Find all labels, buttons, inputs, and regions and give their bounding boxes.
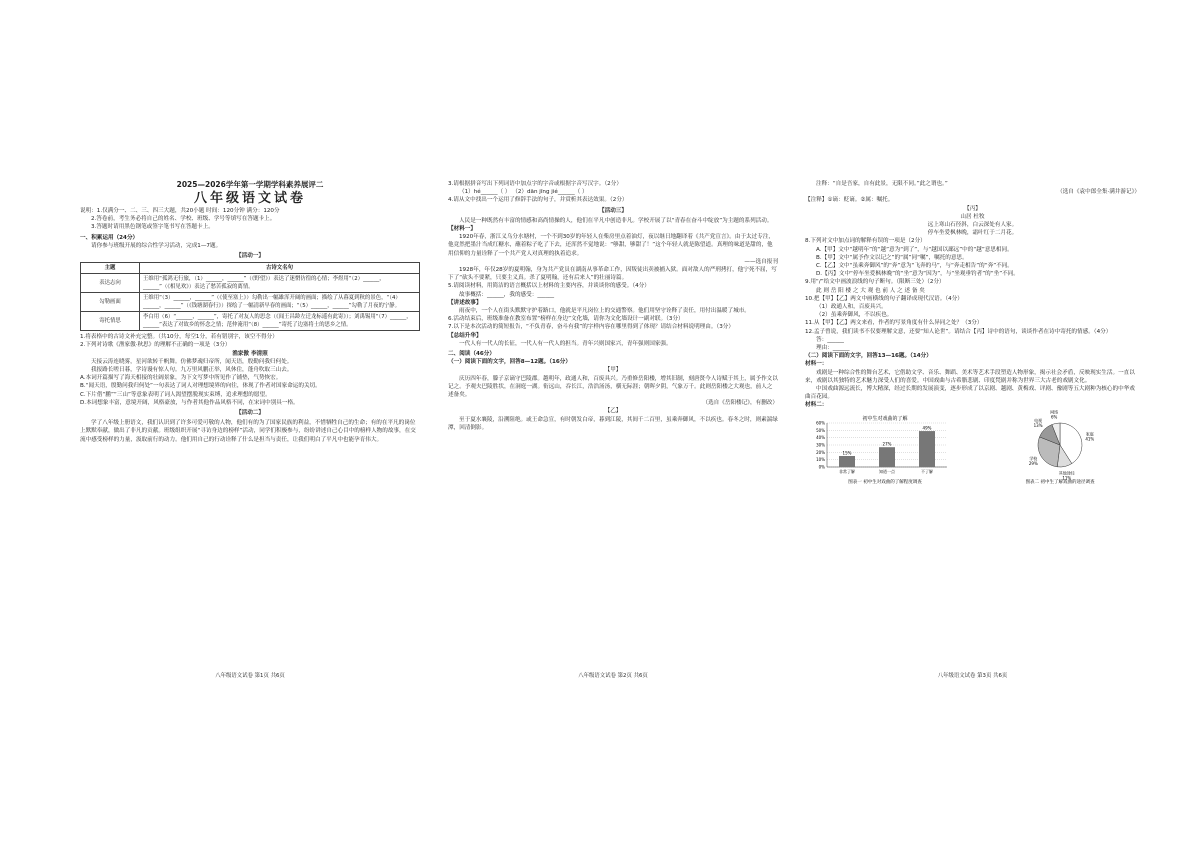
y-tick-label: 50% [816,427,825,433]
instruction-2: 2.答卷前，考生务必将自己的姓名、学校、班级、学号等填写在答题卡上。 [91,216,276,223]
page-column-1 [80,180,420,680]
question-10: 10.把【甲】【乙】两文中画横线的句子翻译成现代汉语。（4分） [805,295,963,302]
data-label: 15% [842,450,852,456]
passage-label: 【丙】 [964,205,981,212]
sentence-to-punctuate: 此 则 岳 阳 楼 之 大 观 也 前 人 之 述 备 矣 [816,287,925,294]
summary-text: 一代人有一代人的长征，一代人有一代人的担当。青年兴则国家兴，青年强则国家强。 [459,340,672,347]
translation-item: （1）政通人和，百废具兴。 [816,304,887,311]
passage-source: （选自《岳阳楼记》，有删改） [702,400,778,407]
section-title: 一、积累运用（24分） [80,234,139,241]
slice-value: 41% [1085,436,1095,442]
activity-title: 【活动二】 [236,410,264,417]
material-label: 材料二： [805,402,828,409]
x-tick-label: 非常了解 [839,468,855,474]
question-9: 9.用“/”给文中画波浪线的句子断句。（限断三处）（2分） [805,279,945,286]
poetry-table [80,262,420,331]
paper-title: 八年级语文试卷 [193,191,306,206]
material-text: 1920年春，浙江义乌分水塘村，一个不到30岁的年轻人在柴房里点着油灯，夜以继日地翻译着《共产党宣言》。由于太过专注，他竟然把墨汁当成红糖水，蘸着粽子吃了下去，还浑然不觉地说：“够甜，够甜了！”这个年轻人就是陈望道。真理的味道是甜的，他用信仰的力量诠释了一个共产党人对真理的执着追求。 [448,234,775,257]
reading-title: （一）阅读下面的文字，回答8—12题。（16分） [448,359,571,366]
x-tick-label: 不了解 [921,468,933,474]
table-cell-content: 李白用（6）“______，______”，寄托了对友人的思念（《闻王昌龄左迁龙标遥有此寄》）；刘禹锡用“（7）______，______”表达了对故乡的怀念之情；范仲淹用“（8）______”寄托了边塞将士的思乡之情。 [140,312,420,331]
question-2: 2.下列对诗歌《渔家傲·秋思》的理解不正确的一项是（3分） [80,342,231,349]
question-3-items: （1）hé______（ ） （2）dān jīng jié______（ ） [459,189,588,196]
table-cell-content: 王维用“（3）______，______”（《使至塞上》）勾勒出一幅雄浑开阔的画面；描绘了从暮夏到秋的景色，“（4）______，______”（《钱塘湖春行》）探绘了一幅清新早春的画面；“（5）______，______”勾勒了月夜的宁静。 [140,293,420,312]
pie-chart-svg [980,409,1140,485]
table-cell-content: 王维用“孤鸿无行旅，（1）______，______”（《野望》）表达了迷惘彷徨的心情；李煜用“（2）______，______”（《相见欢》）表达了愁苦孤寂的离情。 [140,274,420,293]
poem-line: 远上寒山石径斜，白云深处有人家。 [927,222,1018,229]
reading-passage: 学了八年级上册语文，我们认识到了许多可爱可敬的人物，他们有的为了国家民族的利益，不惜牺牲自己的生命；有的在平凡的岗位上默默奉献，做出了非凡的贡献。班级组织开展“寻访身边的榜样”活动，同学们积极参与，纷纷讲述自己心目中的榜样人物的故事，在交流中感受榜样的力量，汲取前行的动力。他们用自己的行动诠释了什么是担当与责任，让我们明白了平凡中也能孕育伟大。 [80,420,416,443]
question-4: 4.请从文中找出一个运用了修辞手法的句子，并赏析其表达效果。（2分） [448,197,628,204]
chart-title: 初中生对戏曲的了解 [862,415,908,422]
translation-item: （2）虽乘奔御风，不以疾也。 [816,312,893,319]
pie-chart [980,409,1140,488]
passage-text: 注释：“自是吾家，自有此景，无限不同。”此之谓也。” [816,181,948,187]
option-c: C.下片借“鹏”“三山”等意象表明了词人渴望摆脱现实束缚，追求理想的愿望。 [80,391,271,398]
answer-line: 理由：______ [816,345,850,352]
passage-label: 【乙】 [604,408,622,415]
section-intro: 请你参与班级开展的综合性学习活动，完成1—7题。 [91,242,222,249]
material-label: 材料一： [805,361,828,368]
exam-title: 2025—2026学年第一学期学科素养展评二 [176,180,324,189]
activity-title: 【活动一】 [236,253,264,260]
question-1: 1.将表格中的古诗文补充完整。（共10分，每空1分，若有错别字，该空不得分） [80,334,278,341]
charts-row [805,409,1140,488]
y-tick-label: 0% [818,464,825,470]
y-tick-label: 40% [816,434,825,440]
material-source: ——选自报刊 [744,258,778,265]
table-header-content: 古诗文名句 [140,263,420,274]
option-a: A.【甲】文中“越明年”的“越”意为“到了”，与“越国以鄙远”中的“越”意思相同。 [816,246,1013,253]
table-cell-theme: 勾勒画面 [81,293,140,312]
notes: 【注释】①谪：贬谪。②属：嘱托。 [805,197,894,204]
poem-title: 渔家傲 李清照 [232,350,268,357]
slice-label: 网络 [1050,409,1059,415]
slice-value: 11% [1062,474,1072,480]
activity-intro: 人民是一种既然有丰富的情感和高尚情操的人，他们在平凡中创造非凡。学校开展了以“青春在奋斗中绽放”为主题的系列活动。 [459,217,773,224]
question-11: 11.从【甲】【乙】两文来看，作者的写景角度有什么异同之处？（3分） [805,320,983,327]
chart-caption: 图表一 初中生对戏曲的了解程度调查 [848,479,922,485]
slice-value: 29% [1028,460,1038,466]
question-6: 6.活动结束后，班级准备在教室布置“榜样在身边”文化墙，请你为文化墙设计一副对联。（3分） [448,316,684,323]
question-8: 8.下列对文中加点词的解释有误的一项是（2分） [805,238,926,245]
question-5: 5.请阅读材料，用简洁的语言概括以上材料的主要内容，并谈谈你的感受。（4分） [448,283,650,290]
instruction-1: 说明：1.仅满分一、二、三、四三大题，共20小题 时间：120分钟 满分：120分 [80,208,280,214]
data-label: 49% [922,425,932,431]
slice-value: 6% [1051,414,1058,420]
y-tick-label: 30% [816,442,825,448]
table-row [81,274,420,293]
summary-label: 【总结升华】 [448,332,482,339]
material-label: 【材料一】 [448,226,476,233]
option-b: B.【甲】文中“属予作文以记之”的“属”同“嘱”，嘱托的意思。 [816,254,968,261]
chart-caption: 图表二 初中生了解戏曲的途径调查 [1025,479,1095,485]
poem-line: 天接云涛连晓雾，星河欲转千帆舞。仿佛梦魂归帝所，闻天语，殷勤问我归何处。 [91,358,293,365]
passage-text: 庆历四年春，滕子京谪守巴陵郡。越明年，政通人和，百废具兴。乃重修岳阳楼，增其旧制，刻唐贤今人诗赋于其上，属予作文以记之。予观夫巴陵胜状，在洞庭一湖。衔远山，吞长江，浩浩汤汤，横无际涯；朝晖夕阴，气象万千。此则岳阳楼之大观也，前人之述备矣。 [448,375,778,399]
option-d: D.本词想象丰富，意境开阔，风格豪放，与作者其他作品风格不同，在宋词中别具一格。 [80,399,299,406]
y-tick-label: 20% [816,449,825,455]
material-text: 1928年，年仅28岁的夏明翰，身为共产党员在湖南从事革命工作，因叛徒出卖被捕入狱。面对敌人的严刑拷打，他宁死不屈，写下了“砍头不要紧，只要主义真。杀了夏明翰，还有后来人”的壮丽诗篇。 [448,267,777,282]
y-tick-label: 60% [816,420,825,426]
table-row [81,293,420,312]
material-text: 雨夜中，一个人在街头默默守护着路口，他就是平凡岗位上的交通警察。他们用坚守诠释了责任，用付出温暖了城市。 [459,308,750,315]
x-tick-label: 知道一点 [879,468,895,474]
slice-label: 电视 [1034,417,1043,423]
activity-title: 【活动三】 [599,207,627,214]
table-row [81,312,420,331]
passage-text: 至于夏水襄陵，沿溯阻绝。或王命急宣，有时朝发白帝，暮到江陵，其间千二百里，虽乘奔御风，不以疾也。春冬之时，则素湍绿潭，回清倒影。 [448,416,778,431]
table-cell-theme: 表达志向 [81,274,140,293]
slice-label: 学校 [1029,455,1038,461]
page-column-3 [805,180,1140,680]
bar [919,431,935,467]
question-5-blanks: 故事概括：______，我的感受：______ [459,291,555,298]
page-footer: 八年级语文试卷 第1页 共6页 [215,672,285,679]
option-a: A.本词开篇描写了海天相接的壮阔景象，为下文写梦中所见作了铺垫，气势恢宏。 [80,375,282,382]
question-7: 7.以下是本次活动的简短报告，“不负青春，奋斗有我”的字样内容在哪里得到了体现？请结合材料说明理由。（3分） [448,324,734,331]
y-tick-label: 10% [816,456,825,462]
poem-line: 我报路长嗟日暮，学诗谩有惊人句。九万里风鹏正举，风休住，蓬舟吹取三山去。 [91,367,293,374]
question-3: 3.请根据拼音写出下列词语中加点字的字音或根据字音写汉字。（2分） [448,181,622,187]
material-text: 中国戏曲源远流长，博大精深，经过长期的发展演变，逐步形成了以京剧、越剧、黄梅戏、评剧、豫剧等五大剧种为核心的中华戏曲百花园。 [805,386,1135,401]
option-b: B.“闻天语，殷勤问我归何处”一句表达了词人对理想境界的向往，体现了作者对国家命运的关切。 [80,383,321,390]
answer-line: 答：______ [816,336,844,343]
option-d: D.【丙】文中“停车坐爱枫林晚”的“坐”意为“因为”，与“坐观垂钓者”的“坐”不同。 [816,271,1019,278]
passage-source: （选自《袁中郎全集·满井游记》） [1057,189,1140,196]
page-column-2 [448,180,778,680]
poem-line: 停车坐爱枫林晚，霜叶红于二月花。 [927,230,1018,237]
bar-chart [805,413,965,488]
slice-label: 其他途径 [1058,469,1075,475]
table-header-theme: 主题 [81,263,140,274]
option-c: C.【乙】文中“虽乘奔御风”的“奔”意为“飞奔的马”，与“奔走相告”的“奔”不同。 [816,263,1013,270]
slice-label: 家庭 [1085,431,1094,437]
section-title: 二、阅读（46分） [448,351,495,358]
question-12: 12.孟子曾说，我们读书不仅要理解文意，还要“知人论世”。请结合【丙】诗中的语句，谈谈作者在诗中寄托的情感。（4分） [805,328,1112,335]
page-footer: 八年级语文试卷 第2页 共6页 [578,672,648,679]
material-label: 【讲述故事】 [448,299,482,306]
bar [879,447,895,467]
bar [839,456,855,467]
slice-value: 13% [1033,422,1043,428]
table-cell-theme: 寄托情思 [81,312,140,331]
passage-label: 【甲】 [604,367,622,374]
poem-title: 山居 杜牧 [960,213,985,220]
material-text: 戏剧是一种综合性的舞台艺术，它借助文学、音乐、舞蹈、美术等艺术手段塑造人物形象，揭示社会矛盾，反映现实生活。一直以来，戏剧以其独特的艺术魅力深受人们的喜爱。中国戏曲与古希腊悲剧、印度梵剧并称为世界三大古老的戏剧文化。 [805,369,1135,384]
reading-title: （二）阅读下面的文字，回答13—16题。（14分） [805,353,932,360]
exam-sheet [80,180,1140,680]
instruction-3: 3.答题时请用黑色钢笔或签字笔书写在答题卡上。 [91,224,214,231]
data-label: 27% [882,441,892,447]
bar-chart-svg [805,413,965,485]
page-footer: 八年级语文试卷 第3页 共6页 [937,672,1008,679]
